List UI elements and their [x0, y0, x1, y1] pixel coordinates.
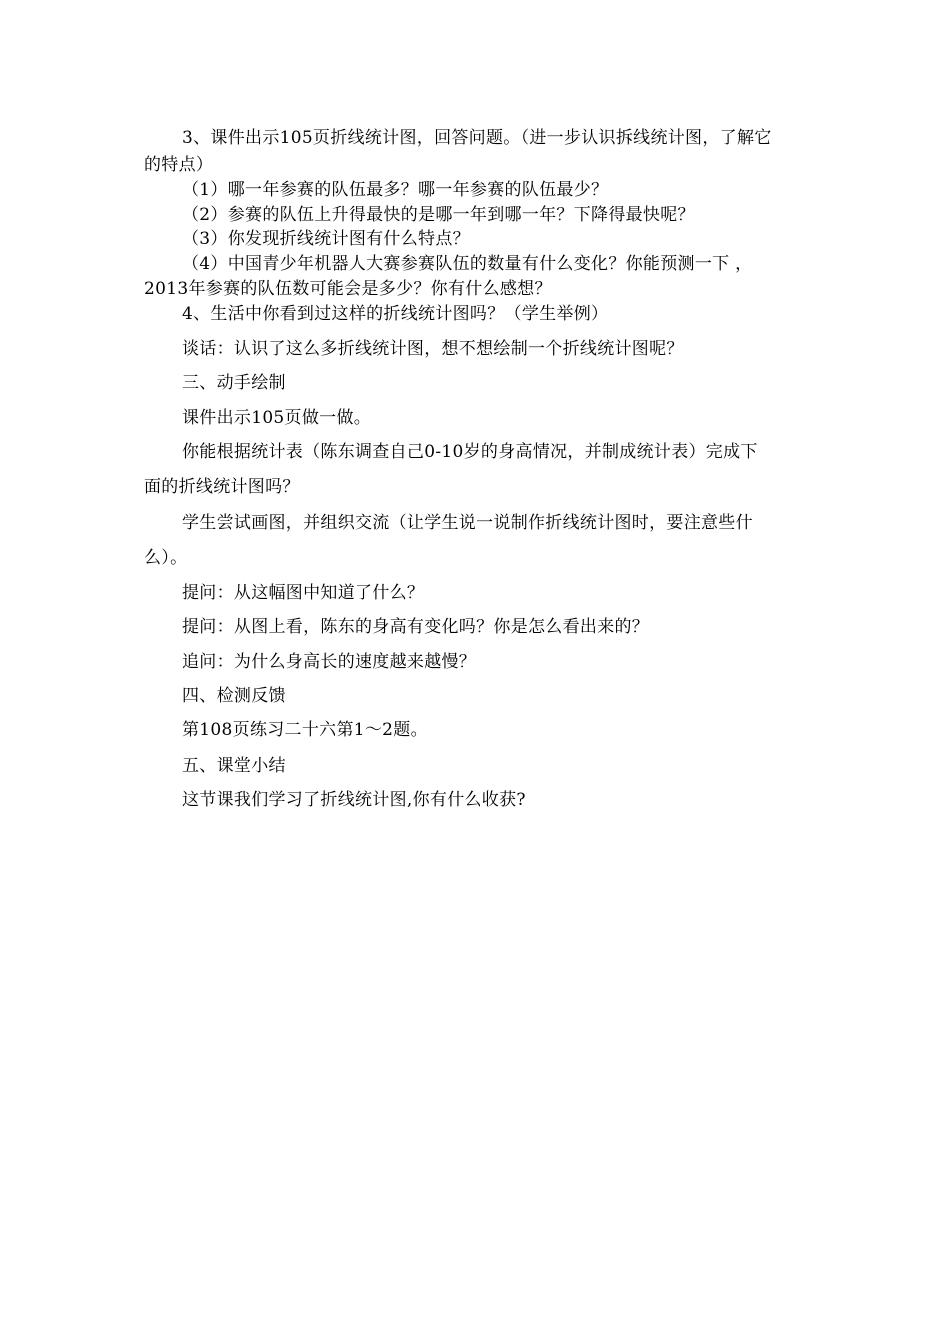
question-2: （2）参赛的队伍上升得最快的是哪一年到哪一年？下降得最快呢？ — [182, 205, 695, 225]
paragraph-summary: 这节课我们学习了折线统计图,你有什么收获? — [182, 790, 526, 810]
paragraph-try-drawing-line1: 学生尝试画图，并组织交流（让学生说一说制作折线统计图时，要注意些什 — [182, 513, 753, 533]
paragraph-follow-up: 追问：为什么身高长的速度越来越慢？ — [182, 652, 477, 672]
question-4-line2: 2013年参赛的队伍数可能会是多少？你有什么感想？ — [144, 279, 552, 299]
question-4-line1: （4）中国青少年机器人大赛参赛队伍的数量有什么变化？你能预测一下 ， — [182, 254, 753, 274]
section-heading-3: 三、动手绘制 — [182, 373, 286, 393]
paragraph-table-line1: 你能根据统计表（陈东调查自己0-10岁的身高情况，并制成统计表）完成下 — [182, 442, 758, 462]
paragraph-talk: 谈话：认识了这么多折线统计图，想不想绘制一个折线统计图呢？ — [182, 339, 684, 359]
question-1: （1）哪一年参赛的队伍最多？哪一年参赛的队伍最少？ — [182, 180, 609, 200]
paragraph-courseware-105-line2: 的特点） — [144, 155, 214, 175]
paragraph-try-drawing-line2: 么）。 — [144, 548, 188, 568]
paragraph-do-it: 课件出示105页做一做。 — [182, 408, 372, 428]
paragraph-courseware-105-line1: 3、课件出示105页折线统计图，回答问题。（进一步认识拆线统计图，了解它 — [182, 128, 772, 148]
section-heading-5: 五、课堂小结 — [182, 756, 286, 776]
paragraph-table-line2: 面的折线统计图吗？ — [144, 477, 300, 497]
paragraph-life-examples: 4、生活中你看到过这样的折线统计图吗？（学生举例） — [182, 304, 609, 324]
paragraph-question-b: 提问：从图上看，陈东的身高有变化吗？你是怎么看出来的？ — [182, 617, 650, 637]
paragraph-question-a: 提问：从这幅图中知道了什么？ — [182, 583, 425, 603]
question-3: （3）你发现折线统计图有什么特点？ — [182, 229, 470, 249]
section-heading-4: 四、检测反馈 — [182, 686, 286, 706]
paragraph-exercise: 第108页练习二十六第1～2题。 — [182, 720, 428, 740]
